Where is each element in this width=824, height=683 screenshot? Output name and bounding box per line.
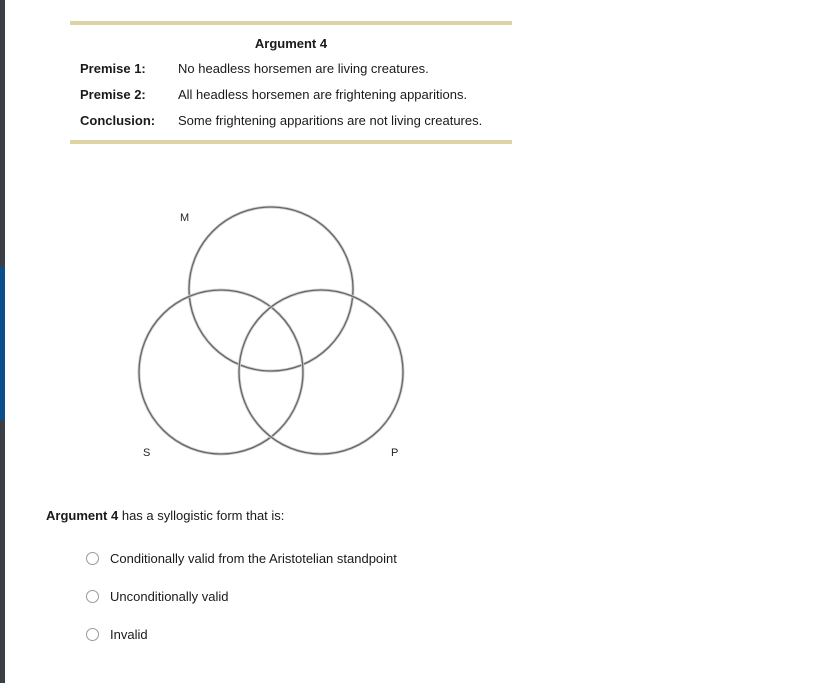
bottom-rule [70,140,512,144]
option-unconditionally-valid[interactable] [86,587,229,605]
option-invalid[interactable] [86,625,148,643]
option-conditionally-valid[interactable] [86,549,397,567]
venn-label-p: P [391,447,399,459]
premise-2-label: Premise 2: [80,87,146,102]
argument-box [70,21,512,143]
conclusion-row [80,113,482,128]
premise-1-row [80,61,429,76]
venn-svg [130,200,420,470]
venn-diagram [130,200,420,470]
premise-2-row [80,87,467,102]
radio-button[interactable] [86,590,99,603]
question-bold-part: Argument 4 [46,508,119,523]
option-label: Unconditionally valid [110,588,229,604]
conclusion-label: Conclusion: [80,113,156,128]
premise-1-text: No headless horsemen are living creatures. [178,61,429,76]
argument-title: Argument 4 [254,36,328,51]
top-rule [70,21,512,25]
venn-label-s: S [143,447,151,459]
radio-button[interactable] [86,628,99,641]
radio-button[interactable] [86,552,99,565]
option-label: Conditionally valid from the Aristotelian standpoint [110,550,397,566]
left-edge-accent [0,267,5,420]
conclusion-text: Some frightening apparitions are not living creatures. [178,113,483,128]
question-rest: has a syllogistic form that is: [118,508,285,523]
venn-label-m: M [180,212,190,224]
option-label: Invalid [110,626,148,642]
premise-1-label: Premise 1: [80,61,146,76]
premise-2-text: All headless horsemen are frightening apparitions. [178,87,468,102]
question-prompt [46,508,284,523]
